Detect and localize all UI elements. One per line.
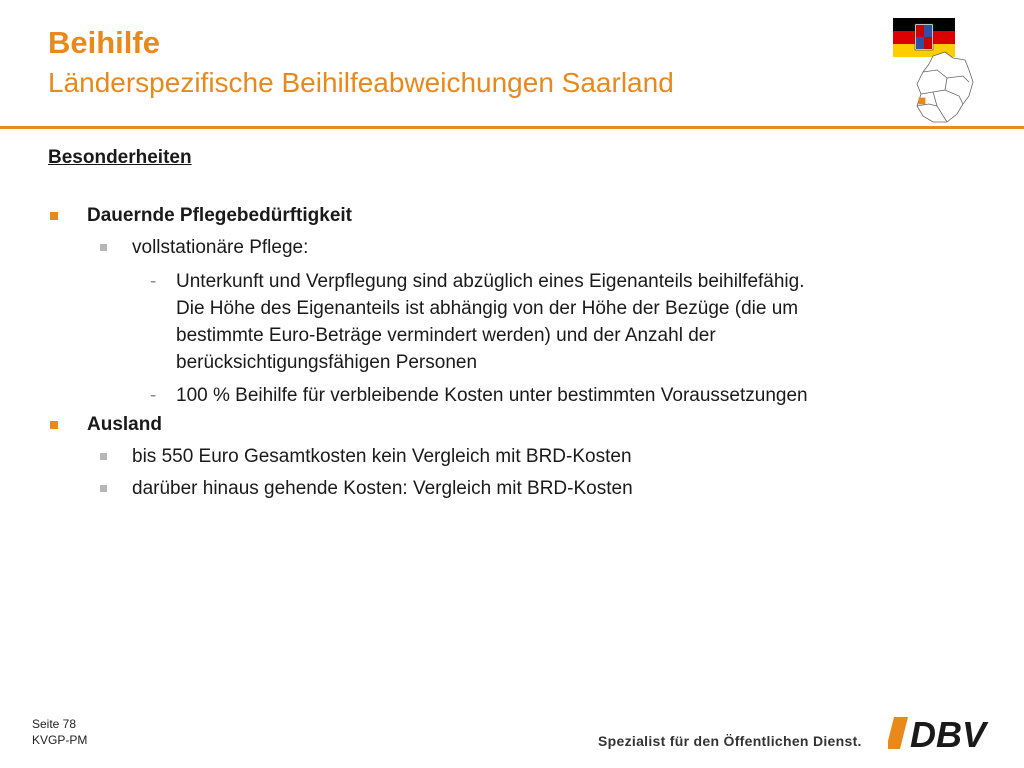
square-bullet-icon xyxy=(100,453,107,460)
detail-line: Die Höhe des Eigenanteils ist abhängig von der Höhe der Bezüge (die um xyxy=(176,298,799,319)
detail-item-eigenanteil xyxy=(48,268,988,376)
saarland-flag-map-icon xyxy=(893,18,975,126)
detail-line: berücksichtigungsfähigen Personen xyxy=(176,352,478,373)
content-list xyxy=(48,204,988,509)
square-bullet-icon xyxy=(50,421,58,429)
sublist-item-label: bis 550 Euro Gesamtkosten kein Vergleich mit BRD-Kosten xyxy=(132,446,632,467)
detail-line: 100 % Beihilfe für verbleibende Kosten unter bestimmten Voraussetzungen xyxy=(176,385,808,406)
square-bullet-icon xyxy=(100,244,107,251)
square-bullet-icon xyxy=(50,212,58,220)
germany-map-icon xyxy=(917,52,973,122)
detail-item-beihilfe xyxy=(48,382,988,409)
detail-line: bestimmte Euro-Beträge vermindert werden) und der Anzahl der xyxy=(176,325,716,346)
sublist-item-label: darüber hinaus gehende Kosten: Vergleich mit BRD-Kosten xyxy=(132,478,633,499)
dash-bullet-icon: - xyxy=(150,271,157,292)
list-item-ausland xyxy=(48,413,988,437)
dash-bullet-icon: - xyxy=(150,385,157,406)
logo-slash-icon xyxy=(888,717,908,749)
header-rule xyxy=(0,126,1024,129)
sublist-item-vollstationaer xyxy=(48,236,988,260)
page-number: Seite 78 xyxy=(32,717,77,731)
list-item-pflege xyxy=(48,204,988,228)
sublist-item-550-euro xyxy=(48,445,988,469)
logo-text: DBV xyxy=(910,714,987,753)
list-item-label: Ausland xyxy=(87,414,162,435)
detail-line: Unterkunft und Verpflegung sind abzüglich eines Eigenanteils beihilfefähig. xyxy=(176,271,805,292)
slide-subtitle: Länderspezifische Beihilfeabweichungen Saarland xyxy=(48,67,674,98)
slide-title: Beihilfe xyxy=(48,25,160,60)
saarland-flag-icon xyxy=(893,18,955,57)
list-item-label: Dauernde Pflegebedürftigkeit xyxy=(87,205,352,226)
section-heading: Besonderheiten xyxy=(48,147,192,168)
sublist-item-vergleich xyxy=(48,477,988,501)
square-bullet-icon xyxy=(100,485,107,492)
document-code: KVGP-PM xyxy=(32,733,88,747)
sublist-item-label: vollstationäre Pflege: xyxy=(132,237,309,258)
dbv-logo xyxy=(888,713,1004,753)
company-slogan: Spezialist für den Öffentlichen Dienst. xyxy=(598,733,862,749)
